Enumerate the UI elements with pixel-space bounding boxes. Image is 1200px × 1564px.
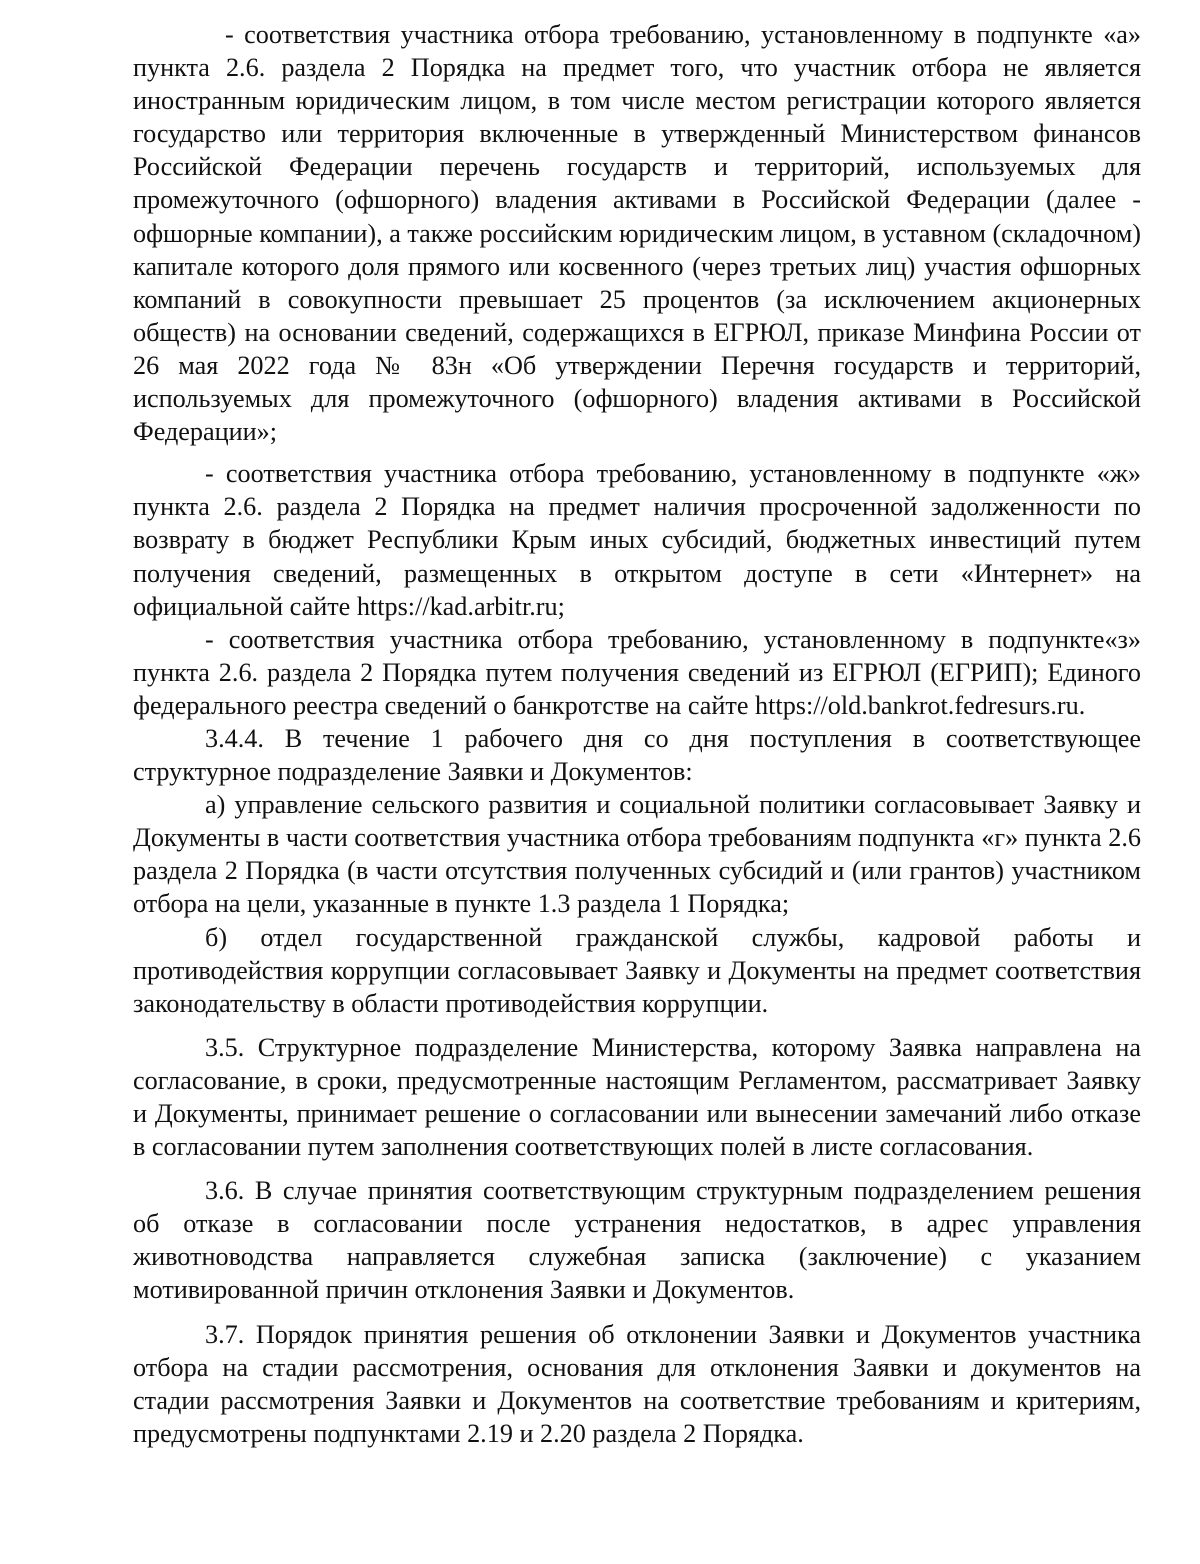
paragraph-item-a: а) управление сельского развития и социальной политики согласовывает Заявку и Документы в части соответствия участника отбора требованиям подпункта «г» пункта 2.6 раздела 2 Порядка (в части отсутствия полученных субсидий и (или грантов) участником отбора на цели, указанные в пункте 1.3 раздела 1 Порядка; [133, 790, 1141, 919]
paragraph-3-4-4: 3.4.4. В течение 1 рабочего дня со дня поступления в соответствующее структурное подразделение Заявки и Документов: [133, 723, 1141, 787]
paragraph-item-b: б) отдел государственной гражданской службы, кадровой работы и противодействия коррупции согласовывает Заявку и Документы на предмет соответствия законодательству в области противодействия коррупции. [133, 922, 1141, 1018]
document-page [133, 18, 1141, 1450]
paragraph-overdue-debt-requirement: - соответствия участника отбора требованию, установленному в подпункте «ж» пункта 2.6. раздела 2 Порядка на предмет наличия просроченной задолженности по возврату в бюджет Республики Крым иных субсидий, бюджетных инвестиций путем получения сведений, размещенных в открытом доступе в сети «Интернет» на официальной сайте https://kad.arbitr.ru; [133, 459, 1141, 621]
paragraph-bankruptcy-requirement: - соответствия участника отбора требованию, установленному в подпункте«з» пункта 2.6. раздела 2 Порядка путем получения сведений из ЕГРЮЛ (ЕГРИП); Единого федерального реестра сведений о банкротстве на сайте https://old.bankrot.fedresurs.ru. [133, 624, 1141, 720]
paragraph-3-7: 3.7. Порядок принятия решения об отклонении Заявки и Документов участника отбора на стадии рассмотрения, основания для отклонения Заявки и документов на стадии рассмотрения Заявки и Документов на соответствие требованиям и критериям, предусмотрены подпунктами 2.19 и 2.20 раздела 2 Порядка. [133, 1319, 1141, 1448]
paragraph-3-5: 3.5. Структурное подразделение Министерства, которому Заявка направлена на согласование, в сроки, предусмотренные настоящим Регламентом, рассматривает Заявку и Документы, принимает решение о согласовании или вынесении замечаний либо отказе в согласовании путем заполнения соответствующих полей в листе согласования. [133, 1032, 1141, 1162]
paragraph-3-6: 3.6. В случае принятия соответствующим структурным подразделением решения об отказе в согласовании после устранения недостатков, в адрес управления животноводства направляется служебная записка (заключение) с указанием мотивированной причин отклонения Заявки и Документов. [133, 1176, 1141, 1305]
paragraph-offshore-requirement: - соответствия участника отбора требованию, установленному в подпункте «а» пункта 2.6. раздела 2 Порядка на предмет того, что участник отбора не является иностранным юридическим лицом, в том числе местом регистрации которого является государство или территория включенные в утвержденный Министерством финансов Российской Федерации перечень государств и территорий, используемых для промежуточного (офшорного) владения активами в Российской Федерации (далее - офшорные компании), а также российским юридическим лицом, в уставном (складочном) капитале которого доля прямого или косвенного (через третьих лиц) участия офшорных компаний в совокупности превышает 25 процентов (за исключением акционерных обществ) на основании сведений, содержащихся в ЕГРЮЛ, приказе Минфина России от 26 мая 2022 года № 83н «Об утверждении Перечня государств и территорий, используемых для промежуточного (офшорного) владения активами в Российской Федерации»; [133, 20, 1142, 447]
